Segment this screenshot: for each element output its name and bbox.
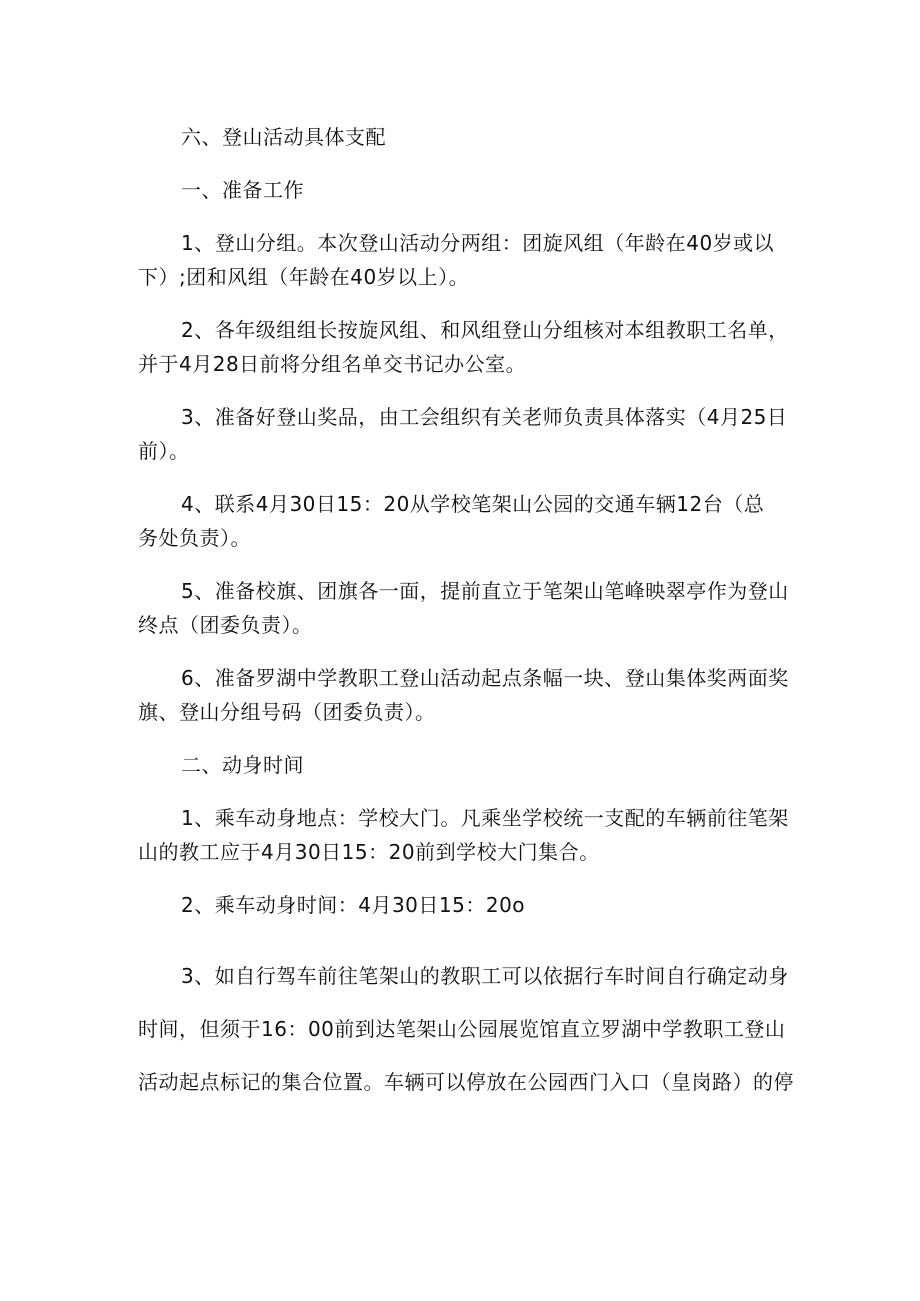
paragraph-line: 1、登山分组。本次登山活动分两组：团旋风组（年龄在40岁或以	[181, 231, 775, 255]
paragraph-line: 并于4月28日前将分组名单交书记办公室。	[138, 352, 527, 376]
paragraph-line: 下）;团和风组（年龄在40岁以上）。	[138, 265, 470, 289]
paragraph-line: 3、准备好登山奖品，由工会组织有关老师负责具体落实（4月25日	[181, 405, 788, 429]
paragraph-line: 6、准备罗湖中学教职工登山活动起点条幅一块、登山集体奖两面奖	[181, 666, 789, 690]
paragraph-line: 活动起点标记的集合位置。车辆可以停放在公园西门入口（皇岗路）的停	[138, 1070, 794, 1094]
paragraph-line: 3、如自行驾车前往笔架山的教职工可以依据行车时间自行确定动身	[181, 964, 789, 988]
paragraph-line: 2、各年级组组长按旋风组、和风组登山分组核对本组教职工名单，	[181, 318, 789, 342]
paragraph-line: 务处负责）。	[138, 526, 251, 550]
paragraph-line: 前）。	[138, 439, 190, 463]
subsection-heading: 一、准备工作	[181, 178, 304, 202]
paragraph-line: 旗、登山分组号码（团委负责）。	[138, 700, 436, 724]
paragraph-line: 2、乘车动身时间：4月30日15：20o	[181, 893, 526, 917]
paragraph-line: 5、准备校旗、团旗各一面，提前直立于笔架山笔峰映翠亭作为登山	[181, 579, 789, 603]
subsection-heading: 二、动身时间	[181, 753, 304, 777]
paragraph-line: 终点（团委负责）。	[138, 613, 313, 637]
paragraph-line: 时间，但须于16：00前到达笔架山公园展览馆直立罗湖中学教职工登山	[138, 1017, 786, 1041]
paragraph-line: 4、联系4月30日15：20从学校笔架山公园的交通车辆12台（总	[181, 492, 765, 516]
paragraph-line: 1、乘车动身地点：学校大门。凡乘坐学校统一支配的车辆前往笔架	[181, 806, 789, 830]
section-heading: 六、登山活动具体支配	[181, 125, 386, 149]
document-body	[138, 120, 794, 1099]
paragraph-line: 山的教工应于4月30日15：20前到学校大门集合。	[138, 840, 600, 864]
